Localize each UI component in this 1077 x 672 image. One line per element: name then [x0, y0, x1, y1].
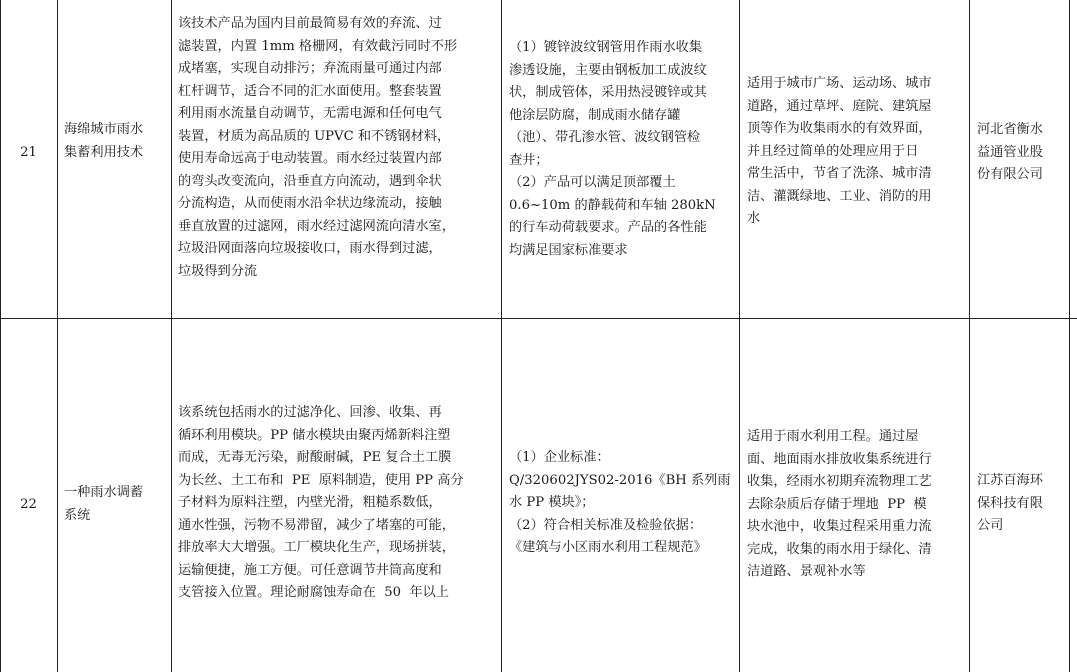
grid-line	[501, 0, 502, 672]
product-description: 该技术产品为国内目前最简易有效的弃流、过 滤装置，内置 1mm 格栅网，有效截污同时不形 成堵塞，实现自动排污；弃流雨量可通过内部 杠杆调节，适合不同的汇水面使用。整套装置 利用雨水流量自动调节，无需电源和任何电气 装置，材质为高品质的 UPVC 和不锈钢材料， 使用寿命远高于电动装置。雨水经过装置内部 的弯头改变流向，沿垂直方向流动，遇到伞状 分流构造，从而使雨水沿伞状边缘流动，接触 垂直放置的过滤网，雨水经过滤网流向清水室， 垃圾沿网面落向垃圾接收口，雨水得到过滤， 垃圾得到分流	[178, 16, 458, 279]
grid-line	[57, 0, 58, 672]
grid-line	[739, 0, 740, 672]
product-standard: （1）镀锌波纹钢管用作雨水收集 渗透设施，主要由钢板加工成波纹 状，制成管体，采用热浸镀锌或其 他涂层防腐，制成雨水储存罐 （池）、带孔渗水管、波纹钢管检 查井； （2）产品可以满足顶部覆土 0.6~10m 的静载荷和车轴 280kN 的行车动荷载要求。产品的各性能 均满足国家标准要求	[509, 40, 716, 258]
row-number: 21	[20, 145, 37, 160]
grid-line	[0, 318, 1077, 319]
grid-line	[0, 0, 1, 672]
grid-line	[1069, 0, 1070, 672]
company-name: 江苏百海环 保科技有限 公司	[977, 473, 1043, 533]
company-name: 河北省衡水 益通管业股 份有限公司	[977, 122, 1043, 182]
product-name: 海绵城市雨水 集蓄利用技术	[64, 122, 144, 160]
product-description: 该系统包括雨水的过滤净化、回渗、收集、再 循环利用模块。PP 储水模块由聚丙烯新料注塑 而成，无毒无污染，耐酸耐碱，PE 复合土工膜 为长丝、土工布和 PE 原料制造，使用 PP 高分 子材料为原料注塑，内壁光滑，粗糙系数低， 通水性强，污物不易滞留，减少了堵塞的可能， 排放率大大增强。工厂模块化生产，现场拼装， 运输便捷，施工方便。可任意调节井筒高度和 支管接入位置。理论耐腐蚀寿命在 50 年以上	[178, 405, 464, 600]
row-number: 22	[20, 497, 37, 512]
application-scope: 适用于雨水利用工程。通过屋 面、地面雨水排放收集系统进行 收集，经雨水初期弃流物理工艺 去除杂质后存储于埋地 PP 模 块水池中，收集过程采用重力流 完成，收集的雨水用于绿化、清 洁道路、景观补水等	[747, 429, 932, 579]
application-scope: 适用于城市广场、运动场、城市 道路，通过草坪、庭院、建筑屋 顶等作为收集雨水的有效界面， 并且经过简单的处理应用于日 常生活中，节省了洗涤、城市清 洁、灌溉绿地、工业、消防的用 水	[747, 76, 932, 226]
grid-line	[171, 0, 172, 672]
product-name: 一种雨水调蓄 系统	[64, 485, 144, 523]
grid-line	[969, 0, 970, 672]
product-standard: （1）企业标准： Q/320602JYS02-2016《BH 系列雨 水 PP 模块》； （2）符合相关标准及检验依据： 《建筑与小区雨水利用工程规范》	[509, 450, 731, 555]
